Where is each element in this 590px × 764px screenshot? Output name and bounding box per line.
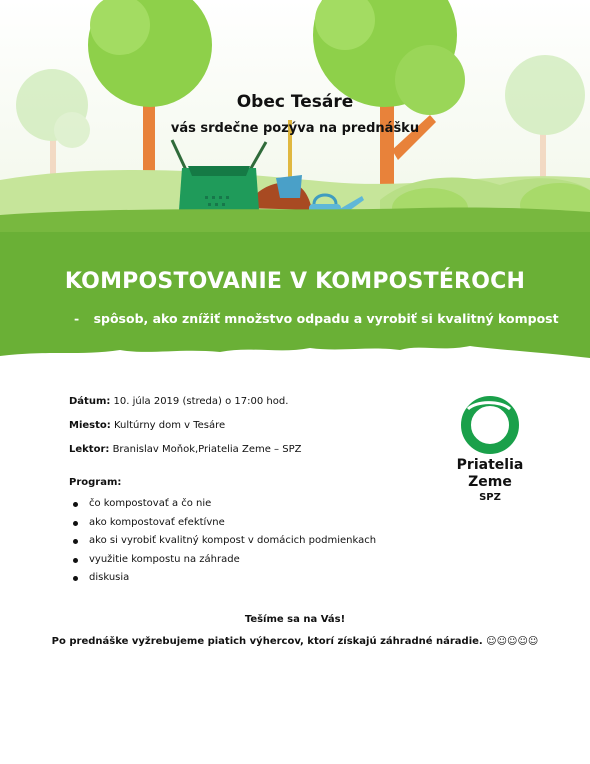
place-label: Miesto: bbox=[69, 420, 111, 431]
event-subtitle bbox=[74, 311, 574, 326]
priatelia-zeme-logo bbox=[450, 395, 530, 507]
date-label: Dátum: bbox=[69, 396, 111, 407]
subtitle-dash: - bbox=[74, 311, 80, 326]
date-row bbox=[69, 396, 288, 407]
list-item bbox=[69, 514, 376, 533]
program-item-text: diskusia bbox=[89, 572, 130, 583]
event-title: KOMPOSTOVANIE V KOMPOSTÉROCH bbox=[64, 269, 526, 294]
place-value: Kultúrny dom v Tesáre bbox=[110, 420, 226, 431]
bullet-icon bbox=[73, 539, 78, 544]
date-value: 10. júla 2019 (streda) o 17:00 hod. bbox=[110, 396, 289, 407]
lecturer-value: Branislav Moňok,Priatelia Zeme – SPZ bbox=[109, 444, 302, 455]
organizer-name: Obec Tesáre bbox=[236, 92, 354, 112]
lecturer-row bbox=[69, 444, 301, 455]
closing-greeting: Tešíme sa na Vás! bbox=[244, 614, 346, 625]
bullet-icon bbox=[73, 502, 78, 507]
program-list bbox=[69, 495, 376, 588]
list-item bbox=[69, 569, 376, 588]
list-item bbox=[69, 532, 376, 551]
closing-raffle-note: Po prednáške vyžrebujeme piatich výhercov, ktorí získajú záhradné náradie. ☺☺☺☺☺ bbox=[51, 636, 539, 647]
logo-text-spz: SPZ bbox=[479, 492, 501, 503]
logo-text-zeme: Zeme bbox=[468, 474, 512, 490]
program-heading: Program: bbox=[69, 477, 122, 488]
subtitle-text: spôsob, ako znížiť množstvo odpadu a vyrobiť si kvalitný kompost bbox=[93, 311, 559, 326]
bullet-icon bbox=[73, 576, 78, 581]
title-band bbox=[0, 232, 590, 358]
program-item-text: ako si vyrobiť kvalitný kompost v domácich podmienkach bbox=[89, 535, 377, 546]
ring-icon bbox=[450, 395, 530, 455]
bullet-icon bbox=[73, 521, 78, 526]
program-item-text: využitie kompostu na záhrade bbox=[89, 553, 240, 565]
place-row bbox=[69, 420, 225, 431]
program-item-text: ako kompostovať efektívne bbox=[89, 516, 225, 528]
lecturer-label: Lektor: bbox=[69, 444, 110, 455]
logo-text-priatelia: Priatelia bbox=[456, 457, 524, 473]
invitation-text: vás srdečne pozýva na prednášku bbox=[170, 121, 420, 136]
program-item-text: čo kompostovať a čo nie bbox=[89, 498, 212, 509]
shovel-blade bbox=[276, 175, 302, 198]
list-item bbox=[69, 495, 376, 514]
list-item bbox=[69, 551, 376, 570]
bullet-icon bbox=[73, 558, 78, 563]
